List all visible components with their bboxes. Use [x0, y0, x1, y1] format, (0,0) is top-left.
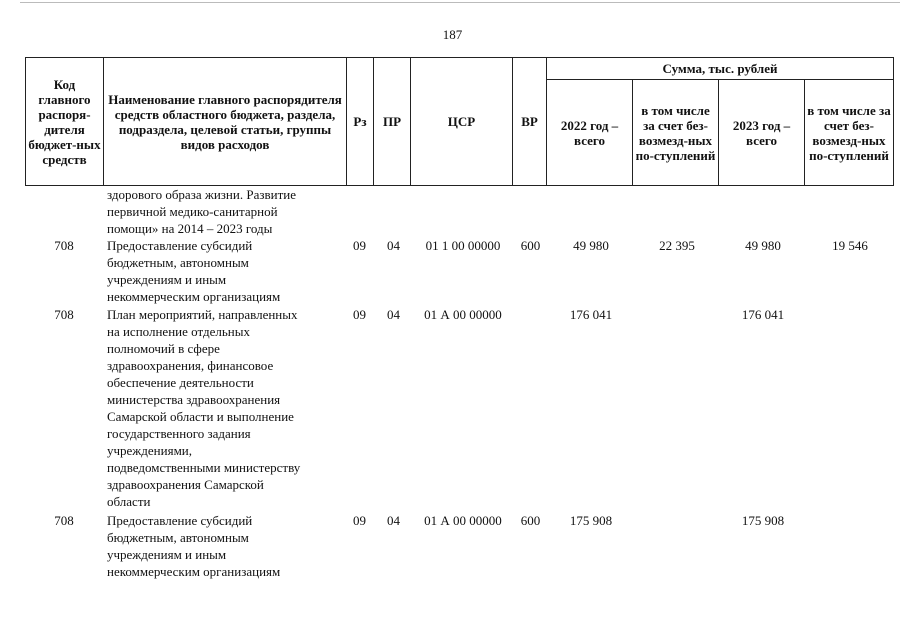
- row-2023-total: 175 908: [741, 513, 785, 528]
- header-pr: ПР: [374, 58, 411, 186]
- row-rz: 09: [353, 307, 366, 322]
- header-code: Код главного распоря-дителя бюджет-ных средств: [26, 58, 104, 186]
- row-2022-total: 49 980: [573, 238, 609, 253]
- row-code: 708: [54, 307, 74, 322]
- row-code: 708: [54, 513, 74, 528]
- row-rz: 09: [353, 238, 366, 253]
- row-pr: 04: [387, 307, 400, 322]
- row-csr: 01 А 00 00000: [424, 307, 502, 322]
- row-name: Предоставление субсидий бюджетным, автономным учреждениям и иным некоммерческим организациям: [107, 238, 281, 304]
- row-2022-total: 175 908: [569, 513, 613, 528]
- row-csr: 01 А 00 00000: [424, 513, 502, 528]
- row-2023-total: 176 041: [741, 307, 785, 322]
- header-2022-incl: в том числе за счет без-возмезд-ных по-ступлений: [633, 80, 719, 186]
- row-2023-incl: 19 546: [832, 238, 868, 253]
- header-rz: Рз: [347, 58, 374, 186]
- row-2023-total: 49 980: [745, 238, 781, 253]
- row-name: Предоставление субсидий бюджетным, автономным учреждениям и иным некоммерческим организациям: [107, 513, 281, 579]
- header-2023-total: 2023 год – всего: [719, 80, 805, 186]
- row-name: План мероприятий, направленных на исполнение отдельных полномочий в сфере здравоохранения, финансовое обеспечение деятельности министерства здравоохранения Самарской области и выполнение государственного задания учреждениями, подведомственными министерству здравоохранения Самарской области: [107, 307, 301, 509]
- page-number: 187: [442, 27, 463, 42]
- header-name: Наименование главного распорядителя средств областного бюджета, раздела, подраздела, целевой статьи, группы видов расходов: [104, 58, 347, 186]
- row-pr: 04: [387, 513, 400, 528]
- row-vr: 600: [520, 238, 541, 253]
- header-2023-incl: в том числе за счет без-возмезд-ных по-ступлений: [805, 80, 894, 186]
- row-code: 708: [54, 238, 74, 253]
- top-rule: [20, 2, 900, 3]
- row-2022-incl: 22 395: [659, 238, 695, 253]
- row-2022-total: 176 041: [569, 307, 613, 322]
- row-vr: 600: [520, 513, 541, 528]
- continuation-text: здорового образа жизни. Развитие первичной медико-санитарной помощи» на 2014 – 2023 годы: [107, 187, 296, 236]
- row-csr: 01 1 00 00000: [425, 238, 501, 253]
- row-rz: 09: [353, 513, 366, 528]
- table-header: [25, 57, 894, 186]
- row-pr: 04: [387, 238, 400, 253]
- header-sum: Сумма, тыс. рублей: [547, 58, 894, 80]
- header-csr: ЦСР: [411, 58, 513, 186]
- header-vr: ВР: [513, 58, 547, 186]
- header-2022-total: 2022 год – всего: [547, 80, 633, 186]
